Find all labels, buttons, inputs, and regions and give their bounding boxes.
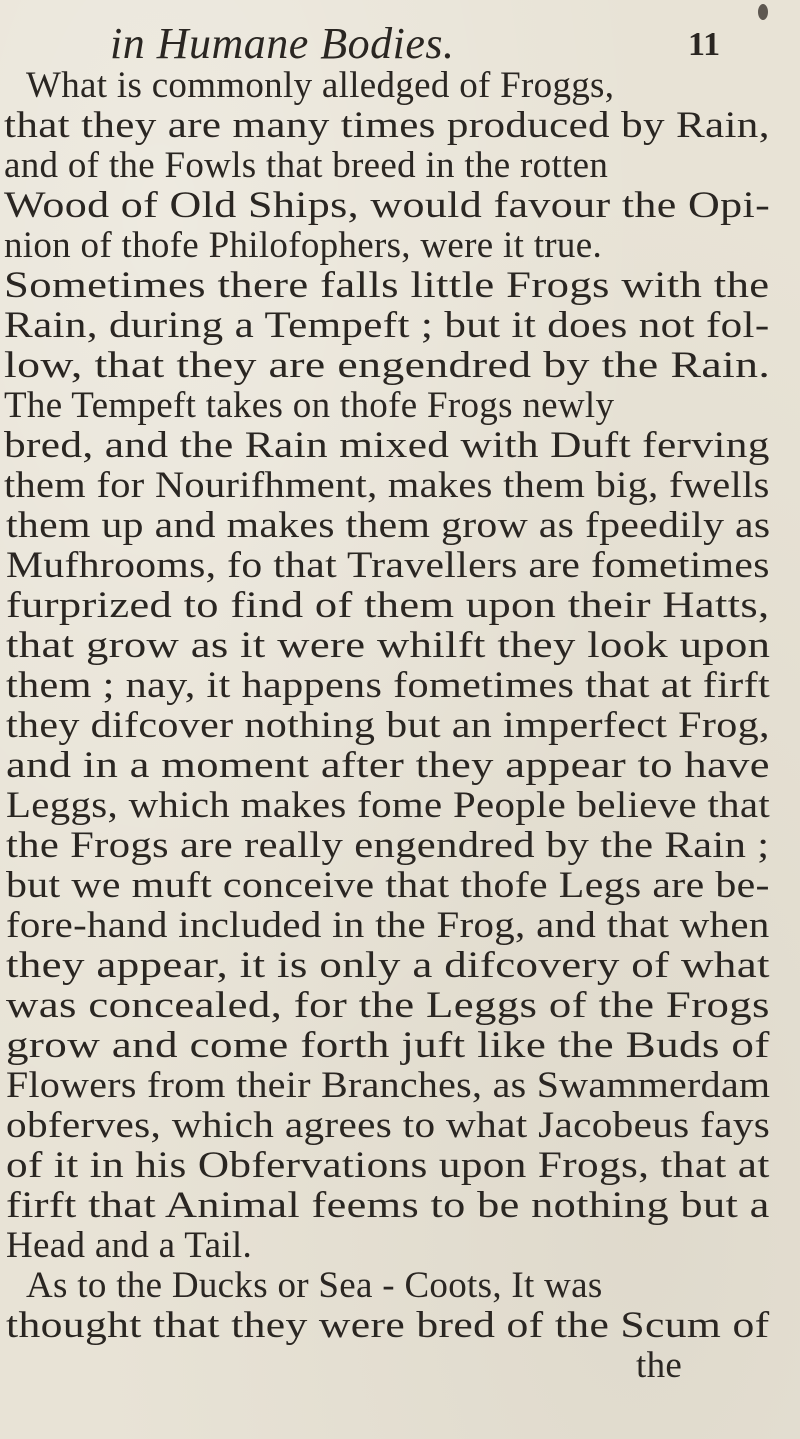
text-line: Rain, during a Tempeft ; but it does not fol-	[4, 305, 770, 346]
text-line: nion of thofe Philofophers, were it true.	[4, 225, 602, 266]
text-line: obferves, which agrees to what Jacobeus fays	[6, 1105, 771, 1146]
text-line: they difcover nothing but an imperfect Frog,	[6, 705, 770, 746]
text-line: Leggs, which makes fome People believe that	[6, 785, 771, 826]
text-line: As to the Ducks or Sea - Coots, It was	[26, 1265, 603, 1306]
page-number: 11	[688, 26, 721, 63]
text-line: low, that they are engendred by the Rain.	[4, 345, 771, 386]
text-line: they appear, it is only a difcovery of what	[6, 945, 770, 986]
text-line: Wood of Old Ships, would favour the Opi-	[4, 185, 771, 226]
text-line: of it in his Obfervations upon Frogs, that at	[6, 1145, 770, 1186]
text-line: grow and come forth juft like the Buds of	[6, 1025, 770, 1066]
text-line: and in a moment after they appear to have	[6, 745, 770, 786]
text-line: the Frogs are really engendred by the Rain ;	[6, 825, 770, 866]
text-line: bred, and the Rain mixed with Duft ferving	[4, 425, 770, 466]
text-line: Head and a Tail.	[6, 1225, 253, 1266]
text-line: thought that they were bred of the Scum of	[6, 1305, 770, 1346]
text-line: was concealed, for the Leggs of the Frogs	[6, 985, 770, 1026]
text-line: Flowers from their Branches, as Swammerdam	[6, 1065, 771, 1106]
text-line: firft that Animal feems to be nothing but a	[6, 1185, 770, 1226]
text-line: fore-hand included in the Frog, and that when	[6, 905, 770, 946]
text-line: them up and makes them grow as fpeedily as	[6, 505, 771, 546]
text-line: Sometimes there falls little Frogs with the	[4, 265, 770, 306]
text-line: them for Nourifhment, makes them big, fwells	[4, 465, 770, 506]
text-line: What is commonly alledged of Froggs,	[26, 65, 615, 106]
text-line: furprized to find of them upon their Hatts,	[6, 585, 770, 626]
text-line: that they are many times produced by Rain,	[4, 105, 770, 146]
text-line: and of the Fowls that breed in the rotten	[4, 145, 609, 186]
text-line: Mufhrooms, fo that Travellers are fometimes	[6, 545, 770, 586]
text-line: The Tempeft takes on thofe Frogs newly	[4, 385, 615, 426]
text-line: that grow as it were whilft they look upon	[6, 625, 771, 666]
text-line: them ; nay, it happens fometimes that at firft	[6, 665, 771, 706]
running-head: in Humane Bodies.	[110, 19, 455, 68]
text-line: but we muft conceive that thofe Legs are be-	[6, 865, 770, 906]
catchword: the	[636, 1345, 683, 1386]
